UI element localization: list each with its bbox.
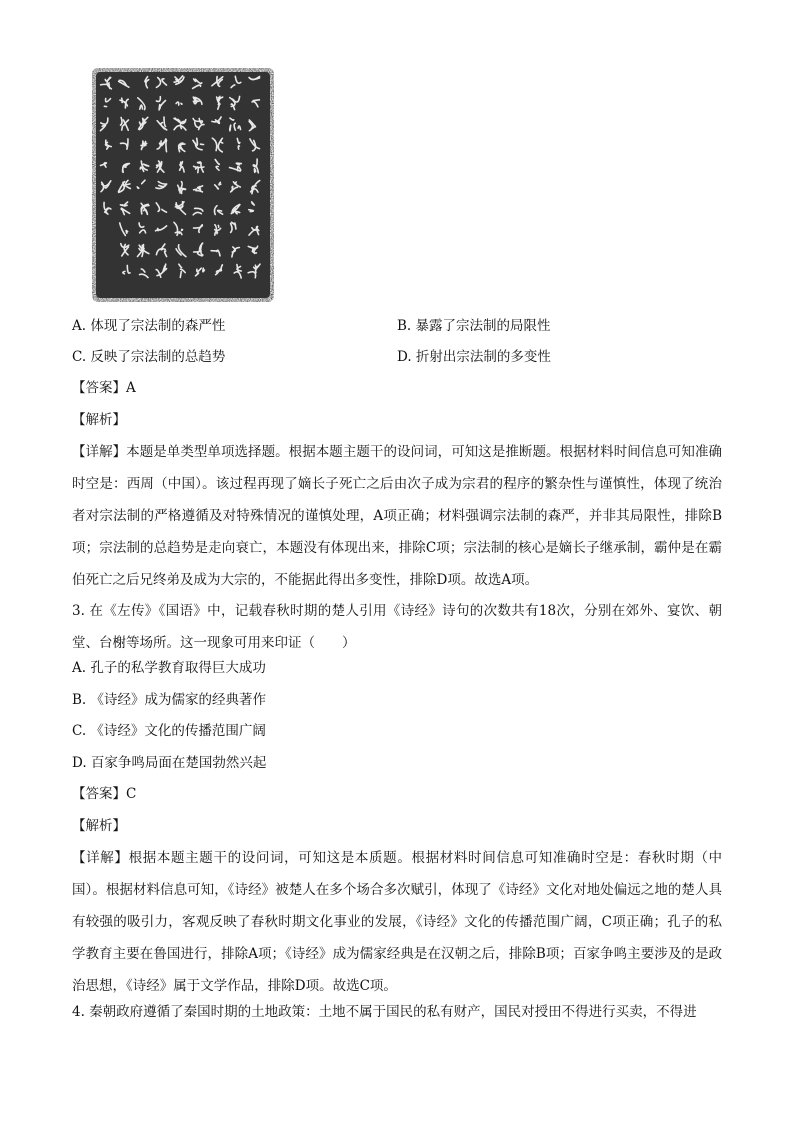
inscription-stroke bbox=[166, 141, 167, 152]
inscription-rubbing-graphic bbox=[86, 60, 278, 308]
inscription-stroke bbox=[198, 162, 201, 163]
q3-stem: 3. 在《左传》《国语》中，记载春秋时期的楚人引用《诗经》诗句的次数共有18次，分别在郊外、宴饮、朝堂、台榭等场所。这一现象可用来印证（ ） bbox=[72, 603, 722, 651]
q4-stem: 4. 秦朝政府遵循了秦国时期的土地政策：土地不属于国民的私有财产，国民对授田不得进行买卖，不得进 bbox=[72, 1004, 697, 1020]
inscription-stroke bbox=[137, 187, 139, 188]
q3-detail-explanation: 【详解】根据本题主题干的设问词，可知这是本质题。根据材料时间信息可知准确时空是：春秋时期（中国）。根据材料信息可知，《诗经》被楚人在多个场合多次赋引，体现了《诗经》文化对地处偏远之地的楚人具有较强的吸引力，客观反映了春秋时期文化事业的发展，《诗经》文化的传播范围广阔，C项正确；孔子的私学教育主要在鲁国进行，排除A项；《诗经》成为儒家经典是在汉朝之后，排除B项；百家争鸣主要涉及的是政治思想，《诗经》属于文学作品，排除D项。故选C项。 bbox=[72, 850, 722, 994]
q2-option-d: D. 折射出宗法制的多变性 bbox=[397, 349, 551, 365]
inscription-stroke bbox=[232, 186, 233, 191]
q3-analysis-heading: 【解析】 bbox=[72, 818, 126, 834]
q3-option-d: D. 百家争鸣局面在楚国勃然兴起 bbox=[72, 755, 267, 771]
inscription-stroke bbox=[126, 231, 127, 234]
inscription-stroke bbox=[181, 103, 182, 104]
inscription-stroke bbox=[253, 100, 259, 101]
inscription-stroke bbox=[254, 169, 255, 173]
inscription-stroke bbox=[122, 126, 123, 130]
q2-option-c: C. 反映了宗法制的总趋势 bbox=[72, 349, 226, 365]
inscription-stroke bbox=[120, 205, 123, 206]
inscription-stroke bbox=[219, 96, 220, 100]
q3-option-c: C. 《诗经》文化的传播范围广阔 bbox=[72, 723, 266, 739]
q2-analysis-heading: 【解析】 bbox=[72, 412, 126, 428]
q2-option-a: A. 体现了宗法制的森严性 bbox=[72, 318, 226, 334]
inscription-stroke bbox=[157, 165, 159, 167]
inscription-stroke bbox=[235, 223, 236, 229]
bronze-inscription-rubbing-image bbox=[86, 60, 278, 308]
inscription-stroke bbox=[219, 182, 221, 185]
inscription-stroke bbox=[182, 229, 183, 230]
q3-option-b: B. 《诗经》成为儒家的经典著作 bbox=[72, 692, 267, 708]
q2-detail-explanation: 【详解】本题是单类型单项选择题。根据本题主题干的设问词，可知这是推断题。根据材料时间信息可知准确时空是：西周（中国）。该过程再现了嫡长子死亡之后由次子成为宗君的程序的繁杂性与谨慎性，体现了统治者对宗法制的严格遵循及对特殊情况的谨慎处理，A项正确；材料强调宗法制的森严，并非其局限性，排除B项；宗法制的总趋势是走向衰亡，本题没有体现出来，排除C项；宗法制的核心是嫡长子继承制，霸仲是在霸伯死亡之后兄终弟及成为大宗的，不能据此得出多变性，排除D项。故选A项。 bbox=[72, 444, 722, 588]
q2-answer: 【答案】A bbox=[72, 380, 136, 396]
inscription-stroke bbox=[180, 271, 181, 277]
inscription-stroke bbox=[194, 189, 197, 190]
inscription-stroke bbox=[122, 98, 123, 102]
q3-option-a: A. 孔子的私学教育取得巨大成功 bbox=[72, 660, 266, 676]
q3-answer: 【答案】C bbox=[72, 786, 137, 802]
inscription-stroke bbox=[230, 125, 231, 131]
q2-option-b: B. 暴露了宗法制的局限性 bbox=[397, 318, 551, 334]
